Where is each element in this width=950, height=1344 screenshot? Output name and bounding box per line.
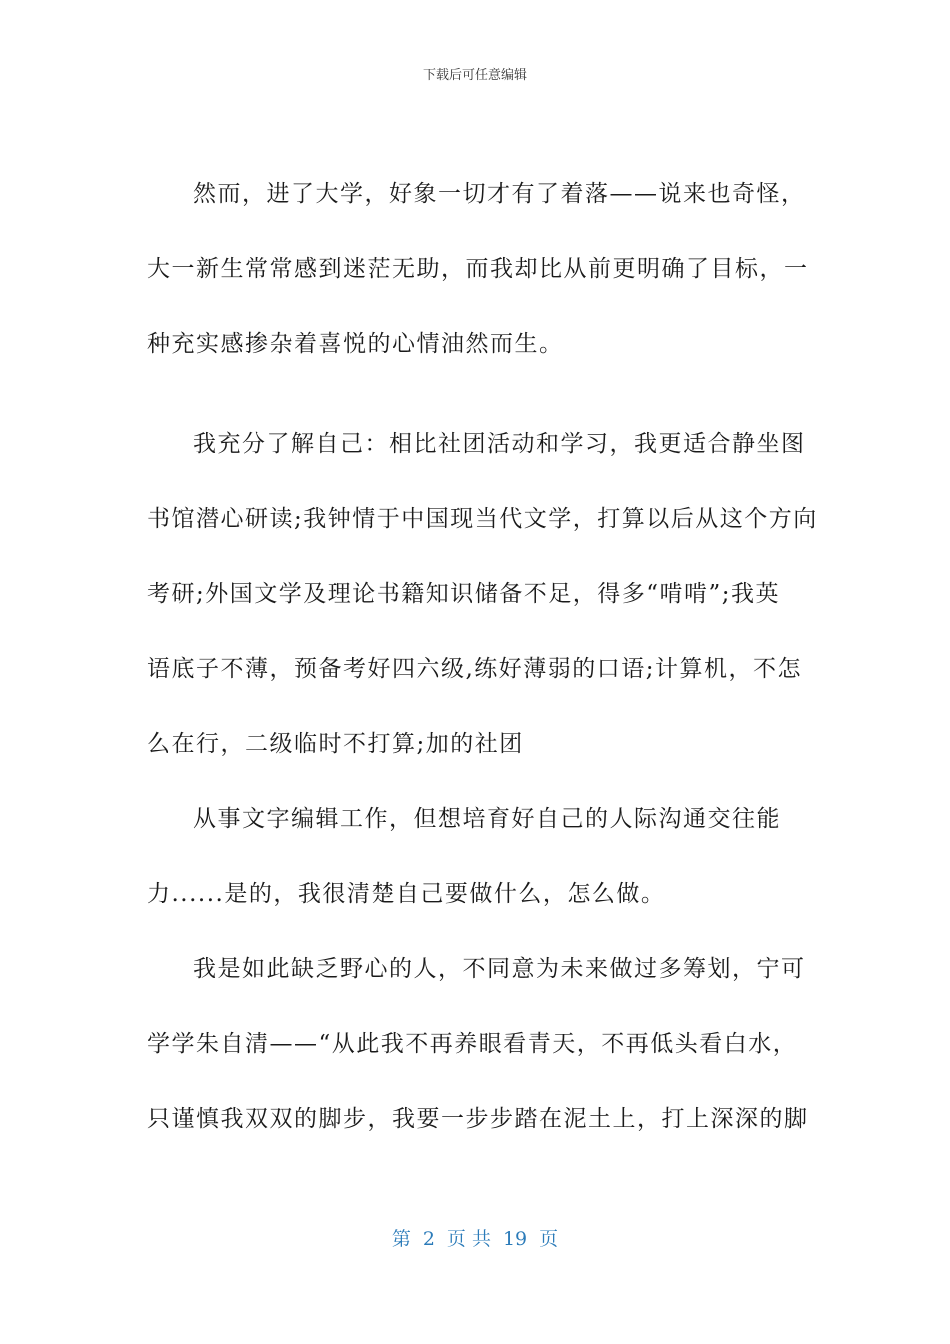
footer-suffix: 页 — [539, 1228, 559, 1250]
page-footer — [0, 1224, 950, 1251]
footer-page-number: 2 — [422, 1228, 435, 1250]
footer-prefix: 第 — [391, 1228, 411, 1250]
text-line-13: 只谨慎我双双的脚步，我要一步步踏在泥土上，打上深深的脚 — [147, 1106, 809, 1132]
footer-total-pages: 19 — [502, 1228, 528, 1250]
page-header: 下载后可任意编辑 — [422, 68, 527, 83]
text-line-9: 从事文字编辑工作，但想培育好自己的人际沟通交往能 — [193, 806, 781, 832]
text-line-11: 我是如此缺乏野心的人，不同意为未来做过多筹划，宁可 — [193, 956, 806, 982]
text-line-1: 然而，进了大学，好象一切才有了着落——说来也奇怪， — [193, 181, 806, 207]
text-line-8: 么在行，二级临时不打算;加的社团 — [147, 731, 524, 757]
text-line-7: 语底子不薄，预备考好四六级,练好薄弱的口语;计算机，不怎 — [147, 656, 803, 682]
text-line-12: 学学朱自清——“从此我不再养眼看青天，不再低头看白水， — [147, 1031, 798, 1057]
footer-mid: 页 共 — [446, 1228, 491, 1250]
text-line-2: 大一新生常常感到迷茫无助，而我却比从前更明确了目标，一 — [147, 256, 809, 282]
text-line-3: 种充实感掺杂着喜悦的心情油然而生。 — [147, 331, 564, 357]
text-line-10: 力......是的，我很清楚自己要做什么，怎么做。 — [147, 881, 666, 907]
text-line-6: 考研;外国文学及理论书籍知识储备不足，得多“啃啃”;我英 — [147, 581, 781, 607]
text-line-4: 我充分了解自己：相比社团活动和学习，我更适合静坐图 — [193, 431, 806, 457]
text-line-5: 书馆潜心研读;我钟情于中国现当代文学，打算以后从这个方向 — [147, 506, 818, 532]
